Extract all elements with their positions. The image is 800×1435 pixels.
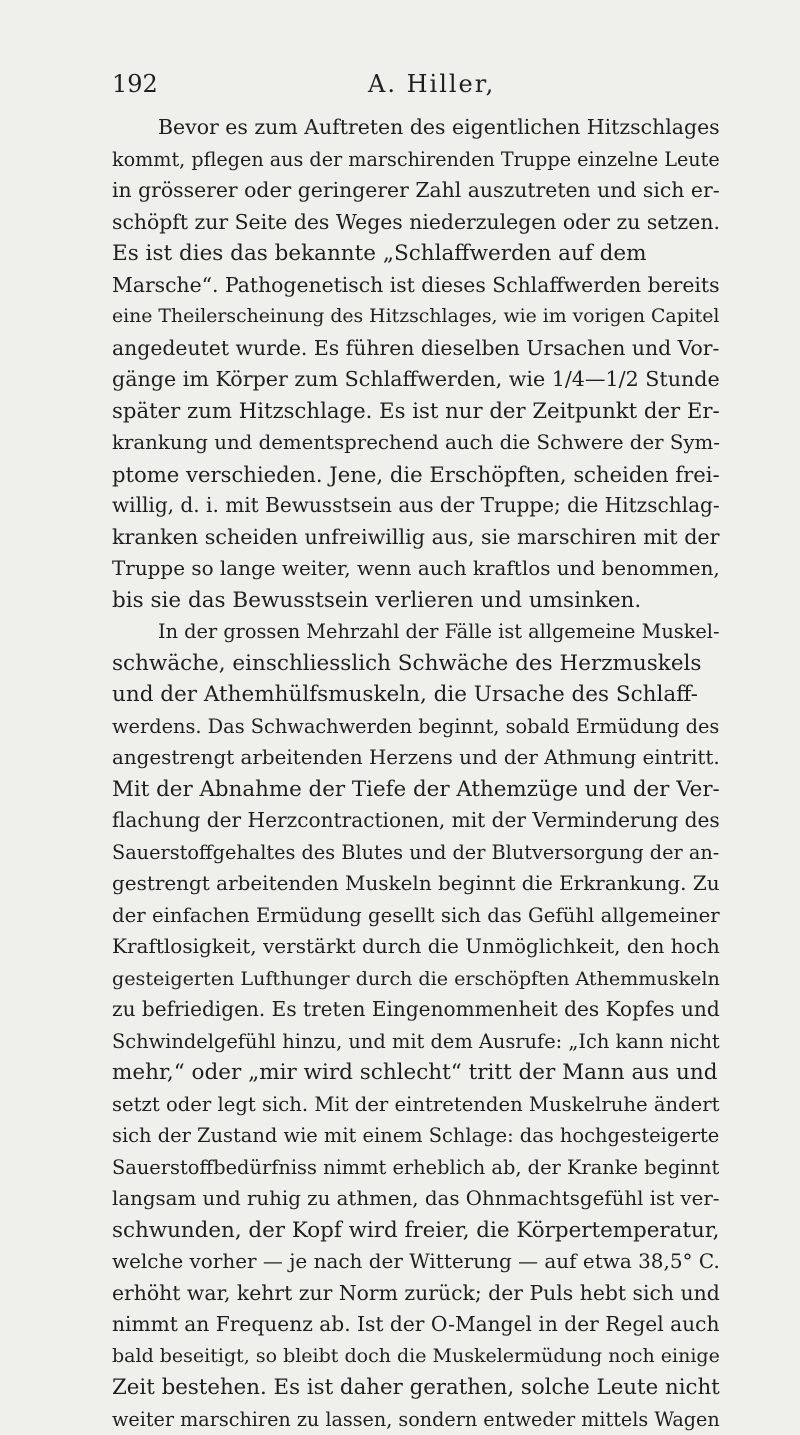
text-line: willig, d. i. mit Bewusstsein aus der Truppe; die Hitzschlag- bbox=[112, 490, 720, 522]
text-line: später zum Hitzschlage. Es ist nur der Zeitpunkt der Er- bbox=[112, 396, 720, 428]
text-line: mehr,“ oder „mir wird schlecht“ tritt der Mann aus und bbox=[112, 1057, 720, 1089]
text-line: Sauerstoffgehaltes des Blutes und der Blutversorgung der an- bbox=[112, 837, 720, 869]
text-line: weiter marschiren zu lassen, sondern entweder mittels Wagen bbox=[112, 1404, 720, 1435]
body-text bbox=[112, 112, 720, 1435]
text-line: zu befriedigen. Es treten Eingenommenheit des Kopfes und bbox=[112, 994, 720, 1026]
text-line: werdens. Das Schwachwerden beginnt, sobald Ermüdung des bbox=[112, 711, 720, 743]
text-line: Marsche“. Pathogenetisch ist dieses Schlaffwerden bereits bbox=[112, 270, 720, 302]
text-line: bis sie das Bewusstsein verlieren und umsinken. bbox=[112, 585, 720, 617]
text-line: der einfachen Ermüdung gesellt sich das Gefühl allgemeiner bbox=[112, 900, 720, 932]
text-line: erhöht war, kehrt zur Norm zurück; der Puls hebt sich und bbox=[112, 1278, 720, 1310]
page-header bbox=[112, 68, 712, 100]
text-line: gesteigerten Lufthunger durch die erschöpften Athemmuskeln bbox=[112, 963, 720, 995]
text-line: angestrengt arbeitenden Herzens und der Athmung eintritt. bbox=[112, 742, 720, 774]
running-head: A. Hiller, bbox=[368, 68, 495, 100]
text-line: Bevor es zum Auftreten des eigentlichen Hitzschlages bbox=[112, 112, 720, 144]
text-line: gänge im Körper zum Schlaffwerden, wie 1/4—1/2 Stunde bbox=[112, 364, 720, 396]
text-line: kommt, pflegen aus der marschirenden Truppe einzelne Leute bbox=[112, 144, 720, 176]
text-line: nimmt an Frequenz ab. Ist der O-Mangel in der Regel auch bbox=[112, 1309, 720, 1341]
text-line: ptome verschieden. Jene, die Erschöpften, scheiden frei- bbox=[112, 459, 720, 491]
text-line: und der Athemhülfsmuskeln, die Ursache des Schlaff- bbox=[112, 679, 720, 711]
text-line: setzt oder legt sich. Mit der eintretenden Muskelruhe ändert bbox=[112, 1089, 720, 1121]
text-line: schwunden, der Kopf wird freier, die Körpertemperatur, bbox=[112, 1215, 720, 1247]
text-line: schöpft zur Seite des Weges niederzulegen oder zu setzen. bbox=[112, 207, 720, 239]
text-line: angedeutet wurde. Es führen dieselben Ursachen und Vor- bbox=[112, 333, 720, 365]
text-line: In der grossen Mehrzahl der Fälle ist allgemeine Muskel- bbox=[112, 616, 720, 648]
text-line: bald beseitigt, so bleibt doch die Muskelermüdung noch einige bbox=[112, 1341, 720, 1373]
text-line: in grösserer oder geringerer Zahl auszutreten und sich er- bbox=[112, 175, 720, 207]
text-line: Mit der Abnahme der Tiefe der Athemzüge und der Ver- bbox=[112, 774, 720, 806]
text-line: sich der Zustand wie mit einem Schlage: das hochgesteigerte bbox=[112, 1120, 720, 1152]
text-line: Schwindelgefühl hinzu, und mit dem Ausrufe: „Ich kann nicht bbox=[112, 1026, 720, 1058]
text-line: flachung der Herzcontractionen, mit der Verminderung des bbox=[112, 805, 720, 837]
text-line: Truppe so lange weiter, wenn auch kraftlos und benommen, bbox=[112, 553, 720, 585]
text-line: Es ist dies das bekannte „Schlaffwerden auf dem bbox=[112, 238, 720, 270]
text-line: welche vorher — je nach der Witterung — auf etwa 38,5° C. bbox=[112, 1246, 720, 1278]
text-line: Zeit bestehen. Es ist daher gerathen, solche Leute nicht bbox=[112, 1372, 720, 1404]
page-number: 192 bbox=[112, 68, 158, 100]
text-line: langsam und ruhig zu athmen, das Ohnmachtsgefühl ist ver- bbox=[112, 1183, 720, 1215]
text-line: Sauerstoffbedürfniss nimmt erheblich ab, der Kranke beginnt bbox=[112, 1152, 720, 1184]
text-line: Kraftlosigkeit, verstärkt durch die Unmöglichkeit, den hoch bbox=[112, 931, 720, 963]
text-line: gestrengt arbeitenden Muskeln beginnt die Erkrankung. Zu bbox=[112, 868, 720, 900]
text-line: schwäche, einschliesslich Schwäche des Herzmuskels bbox=[112, 648, 720, 680]
text-line: krankung und dementsprechend auch die Schwere der Sym- bbox=[112, 427, 720, 459]
text-line: eine Theilerscheinung des Hitzschlages, wie im vorigen Capitel bbox=[112, 301, 720, 333]
text-line: kranken scheiden unfreiwillig aus, sie marschiren mit der bbox=[112, 522, 720, 554]
